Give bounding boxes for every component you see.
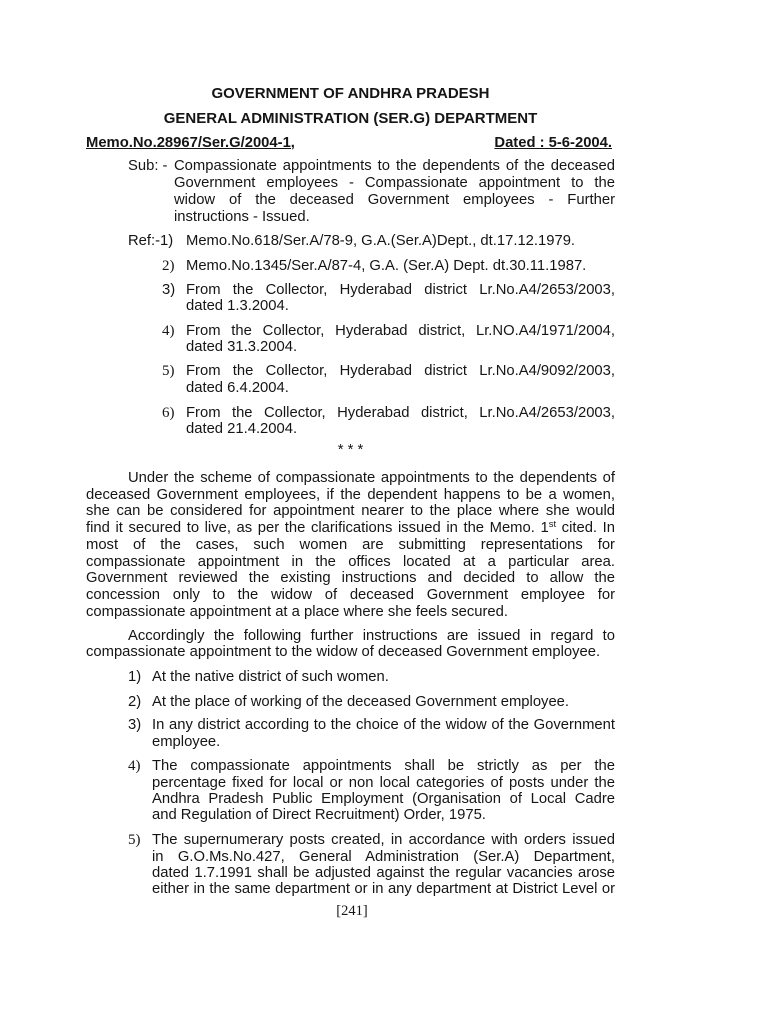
subject-line: Government employees - Compassionate appointment to the bbox=[174, 174, 615, 191]
list-item: In any district according to the choice of the widow of the Government bbox=[152, 716, 615, 733]
reference-line: From the Collector, Hyderabad district, Lr.No.A4/2653/2003, bbox=[186, 404, 615, 421]
reference-number: 1) bbox=[160, 232, 174, 249]
paragraph-line bbox=[86, 520, 615, 537]
department-heading: GENERAL ADMINISTRATION (SER.G) DEPARTMENT bbox=[163, 109, 538, 127]
paragraph-line: Accordingly the following further instructions are issued in regard to bbox=[128, 627, 615, 644]
list-number: 1) bbox=[128, 668, 142, 685]
subject-line: Compassionate appointments to the dependents of the deceased bbox=[174, 157, 615, 174]
subject-label: Sub: - bbox=[128, 157, 168, 174]
reference-number: 6) bbox=[162, 404, 175, 421]
reference-line: From the Collector, Hyderabad district Lr.No.A4/2653/2003, bbox=[186, 281, 615, 298]
references-label: Ref:- bbox=[128, 232, 161, 249]
paragraph-line: deceased Government employees, if the dependent happens to be a women, bbox=[86, 486, 615, 503]
list-number: 2) bbox=[128, 693, 142, 710]
reference-line: dated 1.3.2004. bbox=[186, 297, 289, 314]
list-item: The supernumerary posts created, in accordance with orders issued bbox=[152, 831, 615, 848]
paragraph-text: find it secured to live, as per the clarifications issued in the Memo. 1 bbox=[86, 519, 549, 536]
subject-line: instructions - Issued. bbox=[174, 208, 310, 225]
list-item: and Regulation of Direct Recruitment) Order, 1975. bbox=[152, 806, 486, 823]
list-item: At the native district of such women. bbox=[152, 668, 389, 685]
section-separator: * * * bbox=[337, 441, 364, 458]
list-item: in G.O.Ms.No.427, General Administration (Ser.A) Department, bbox=[152, 848, 615, 865]
list-number: 5) bbox=[128, 831, 141, 848]
paragraph-line: most of the cases, such women are submitting representations for bbox=[86, 536, 615, 553]
list-item: At the place of working of the deceased Government employee. bbox=[152, 693, 570, 710]
paragraph-line: Government reviewed the existing instructions and decided to allow the bbox=[86, 569, 615, 586]
reference-line: dated 31.3.2004. bbox=[186, 338, 298, 355]
reference-number: 2) bbox=[162, 257, 175, 274]
list-item: Andhra Pradesh Public Employment (Organisation of Local Cadre bbox=[152, 790, 615, 807]
paragraph-text: cited. In bbox=[556, 519, 615, 536]
ordinal-suffix: st bbox=[548, 518, 557, 530]
paragraph-line: Under the scheme of compassionate appointments to the dependents of bbox=[128, 469, 615, 486]
reference-line: Memo.No.618/Ser.A/78-9, G.A.(Ser.A)Dept., dt.17.12.1979. bbox=[186, 232, 576, 249]
list-item: The compassionate appointments shall be strictly as per the bbox=[152, 757, 615, 774]
reference-number: 3) bbox=[162, 281, 176, 298]
list-number: 3) bbox=[128, 716, 142, 733]
reference-line: dated 21.4.2004. bbox=[186, 420, 298, 437]
reference-number: 4) bbox=[162, 322, 175, 339]
subject-line: widow of the deceased Government employees - Further bbox=[174, 191, 615, 208]
paragraph-line: compassionate appointment to the widow of deceased Government employee. bbox=[86, 643, 601, 660]
paragraph-line: concession only to the widow of deceased Government employee for bbox=[86, 586, 615, 603]
list-item: percentage fixed for local or non local categories of posts under the bbox=[152, 774, 615, 791]
paragraph-line: compassionate appointment at a place where she feels secured. bbox=[86, 603, 508, 620]
government-heading: GOVERNMENT OF ANDHRA PRADESH bbox=[211, 84, 490, 102]
paragraph-line: compassionate appointment in the offices located at a particular area. bbox=[86, 553, 615, 570]
reference-line: From the Collector, Hyderabad district, Lr.NO.A4/1971/2004, bbox=[186, 322, 615, 339]
memo-number: Memo.No.28967/Ser.G/2004-1, bbox=[86, 134, 295, 151]
paragraph-line: she can be considered for appointment nearer to the place where she would bbox=[86, 502, 615, 519]
list-number: 4) bbox=[128, 757, 141, 774]
page-number: [241] bbox=[336, 902, 368, 919]
list-item: employee. bbox=[152, 733, 221, 750]
list-item: dated 1.7.1991 shall be adjusted against the regular vacancies arose bbox=[152, 864, 615, 881]
reference-line: Memo.No.1345/Ser.A/87-4, G.A. (Ser.A) Dept. dt.30.11.1987. bbox=[186, 257, 587, 274]
reference-line: From the Collector, Hyderabad district Lr.No.A4/9092/2003, bbox=[186, 362, 615, 379]
reference-line: dated 6.4.2004. bbox=[186, 379, 289, 396]
reference-number: 5) bbox=[162, 362, 175, 379]
list-item: either in the same department or in any department at District Level or bbox=[152, 880, 615, 897]
memo-date: Dated : 5-6-2004. bbox=[494, 134, 612, 151]
